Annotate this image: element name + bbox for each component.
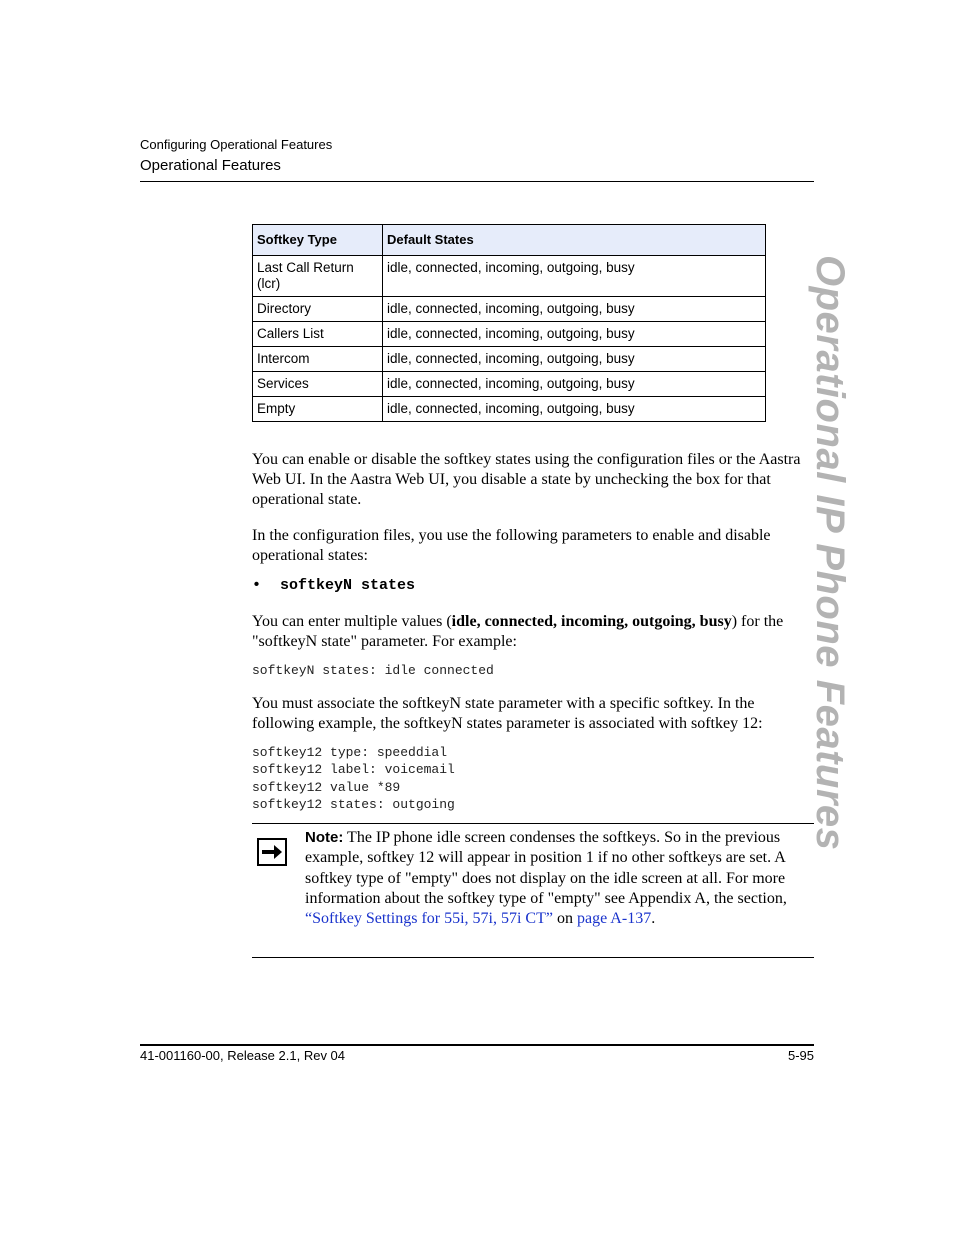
page-reference-link[interactable]: page A-137: [576, 910, 652, 928]
arrow-right-icon-glyph: [261, 844, 283, 860]
footer-page-number: 5-95: [787, 1048, 814, 1063]
parameter-bullet: [252, 577, 415, 594]
arrow-right-icon: [257, 838, 287, 866]
softkey-settings-link[interactable]: “Softkey Settings for 55i, 57i, 57i CT”: [305, 910, 553, 928]
note-label: Note:: [305, 829, 344, 846]
note-body: The IP phone idle screen condenses the softkeys. So in the previous example, softkey 12 will appear in position 1 if no other softkeys are set. A softkey type of "empty" does not display on the idle screen at all. For more information about the softkey type of "empty" see Appendix A, the section,: [305, 829, 787, 907]
running-header-section: Operational Features: [140, 157, 281, 174]
footer-divider: [140, 1044, 814, 1046]
softkey-type-cell: Callers List: [253, 322, 383, 347]
softkey-type-cell: Intercom: [253, 347, 383, 372]
table-header-row: [253, 225, 766, 256]
table-row: [253, 322, 766, 347]
softkey-type-cell: [253, 256, 383, 297]
column-header-softkey-type: Softkey Type: [253, 225, 383, 256]
softkey-type-cell: Empty: [253, 397, 383, 422]
paragraph-bold-values: idle, connected, incoming, outgoing, busy: [451, 613, 732, 630]
footer-document-id: 41-001160-00, Release 2.1, Rev 04: [140, 1048, 346, 1063]
column-header-default-states: Default States: [383, 225, 766, 256]
default-states-cell: idle, connected, incoming, outgoing, busy: [383, 297, 766, 322]
note-top-divider: [252, 823, 814, 824]
note-bottom-divider: [252, 957, 814, 958]
softkey-type-line: (lcr): [257, 276, 281, 291]
paragraph-config-files: In the configuration files, you use the following parameters to enable and disable operational states:: [252, 527, 771, 564]
table-row: [253, 372, 766, 397]
header-divider: [140, 181, 814, 182]
default-states-cell: idle, connected, incoming, outgoing, busy: [383, 372, 766, 397]
table-row: [253, 297, 766, 322]
side-chapter-tab: [800, 255, 860, 851]
paragraph-text: You can enter multiple values (: [252, 613, 452, 630]
parameter-name: softkeyN states: [280, 577, 416, 594]
softkey-type-cell: Services: [253, 372, 383, 397]
running-header-chapter: Configuring Operational Features: [140, 137, 333, 152]
default-states-cell: idle, connected, incoming, outgoing, busy: [383, 256, 766, 297]
code-line: softkey12 states: outgoing: [252, 796, 455, 812]
code-line: softkey12 type: speeddial: [252, 745, 448, 760]
paragraph-multiple-values: [252, 612, 814, 652]
softkey-type-line: Last Call Return: [257, 260, 354, 275]
code-line: softkey12 label: voicemail: [252, 762, 455, 778]
softkey-type-cell: Directory: [253, 297, 383, 322]
note-body: .: [651, 910, 656, 928]
default-states-cell: idle, connected, incoming, outgoing, busy: [383, 322, 766, 347]
code-example-states: softkeyN states: idle connected: [252, 663, 494, 678]
paragraph-text: ) for the "softkeyN state" parameter. For example:: [252, 613, 784, 650]
side-chapter-title: Operational IP Phone Features: [808, 255, 852, 851]
table-row: [253, 347, 766, 372]
note-text: [305, 828, 810, 929]
softkey-states-table: [252, 224, 766, 422]
default-states-cell: idle, connected, incoming, outgoing, busy: [383, 347, 766, 372]
default-states-cell: idle, connected, incoming, outgoing, busy: [383, 397, 766, 422]
table-row: [253, 256, 766, 297]
note-body: on: [552, 910, 577, 928]
paragraph-associate-softkey: You must associate the softkeyN state parameter with a specific softkey. In the following example, the softkeyN states parameter is associated with softkey 12:: [252, 695, 763, 732]
code-line: softkey12 value *89: [252, 779, 401, 795]
bullet-dot: •: [252, 577, 262, 594]
paragraph-enable-disable: You can enable or disable the softkey states using the configuration files or the Aastra Web UI. In the Aastra Web UI, you disable a state by unchecking the box for that operational state.: [252, 451, 801, 508]
table-row: [253, 397, 766, 422]
code-example-softkey12: [252, 744, 455, 813]
